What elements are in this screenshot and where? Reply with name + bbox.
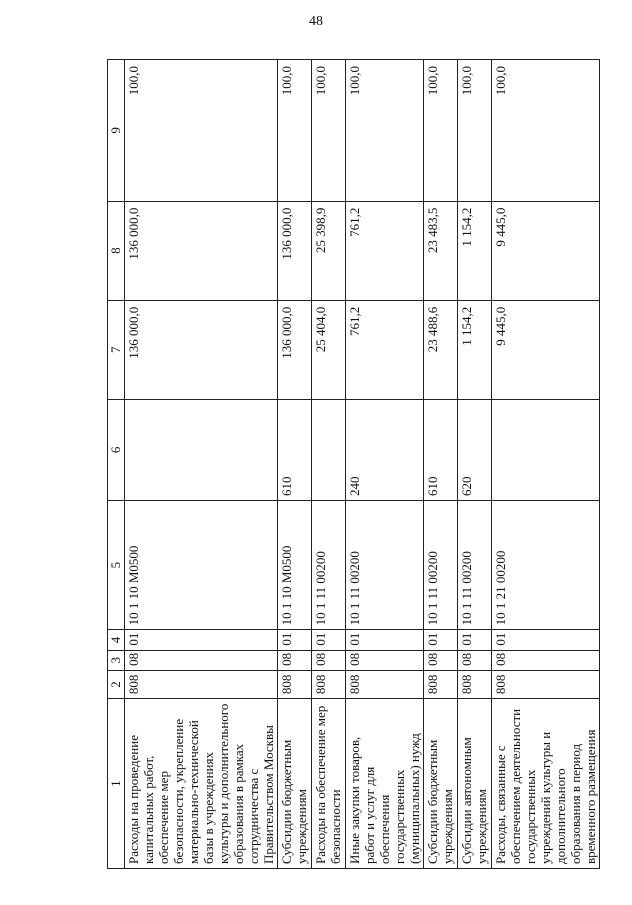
cell-target-article: 10 1 10 M0500 <box>278 500 312 629</box>
cell-section: 08 <box>346 650 424 670</box>
cell-section: 08 <box>278 650 312 670</box>
cell-percent: 100,0 <box>346 60 424 202</box>
table-row <box>492 60 600 869</box>
cell-expense-type <box>125 399 278 500</box>
budget-table <box>107 59 600 869</box>
cell-plan: 136 000,0 <box>125 300 278 399</box>
cell-name: Иные закупки товаров, работ и услуг для обеспечения государственных (муниципальных) нужд <box>346 699 424 869</box>
cell-target-article: 10 1 11 00200 <box>346 500 424 629</box>
cell-section: 08 <box>492 650 600 670</box>
cell-subsection: 01 <box>346 630 424 650</box>
cell-actual: 136 000,0 <box>278 201 312 300</box>
cell-subsection: 01 <box>424 630 458 650</box>
cell-plan: 9 445,0 <box>492 300 600 399</box>
header-cell-1: 1 <box>108 699 125 869</box>
cell-target-article: 10 1 11 00200 <box>458 500 492 629</box>
cell-expense-type: 610 <box>424 399 458 500</box>
cell-name: Субсидии бюджетным учреждениям <box>278 699 312 869</box>
cell-expense-type <box>492 399 600 500</box>
cell-subsection: 01 <box>458 630 492 650</box>
table-row <box>458 60 492 869</box>
header-cell-8: 8 <box>108 201 125 300</box>
cell-subsection: 01 <box>312 630 346 650</box>
cell-percent: 100,0 <box>278 60 312 202</box>
cell-expense-type: 620 <box>458 399 492 500</box>
cell-percent: 100,0 <box>312 60 346 202</box>
page-number: 48 <box>309 14 323 29</box>
header-cell-6: 6 <box>108 399 125 500</box>
cell-subsection: 01 <box>125 630 278 650</box>
cell-admin-code: 808 <box>125 670 278 698</box>
cell-plan: 23 488,6 <box>424 300 458 399</box>
table-row <box>346 60 424 869</box>
cell-target-article: 10 1 11 00200 <box>424 500 458 629</box>
cell-percent: 100,0 <box>125 60 278 202</box>
table-row <box>424 60 458 869</box>
cell-plan: 25 404,0 <box>312 300 346 399</box>
cell-plan: 1 154,2 <box>458 300 492 399</box>
cell-section: 08 <box>312 650 346 670</box>
header-cell-3: 3 <box>108 650 125 670</box>
table-row <box>125 60 278 869</box>
cell-admin-code: 808 <box>492 670 600 698</box>
rotated-table-container <box>107 59 598 869</box>
table-row <box>278 60 312 869</box>
header-cell-2: 2 <box>108 670 125 698</box>
cell-actual: 9 445,0 <box>492 201 600 300</box>
cell-name: Расходы на обеспечение мер безопасности <box>312 699 346 869</box>
cell-percent: 100,0 <box>424 60 458 202</box>
table-rotation <box>107 59 598 869</box>
cell-plan: 136 000,0 <box>278 300 312 399</box>
cell-actual: 23 483,5 <box>424 201 458 300</box>
header-cell-4: 4 <box>108 630 125 650</box>
cell-subsection: 01 <box>492 630 600 650</box>
cell-admin-code: 808 <box>424 670 458 698</box>
cell-actual: 25 398,9 <box>312 201 346 300</box>
header-row <box>108 60 125 869</box>
table-row <box>312 60 346 869</box>
cell-target-article: 10 1 21 00200 <box>492 500 600 629</box>
cell-actual: 136 000,0 <box>125 201 278 300</box>
cell-subsection: 01 <box>278 630 312 650</box>
header-cell-5: 5 <box>108 500 125 629</box>
cell-section: 08 <box>458 650 492 670</box>
cell-name: Субсидии бюджетным учреждениям <box>424 699 458 869</box>
cell-name: Расходы, связанные с обеспечением деятельности государственных учреждений культуры и дополнительного образования в период временного размещения <box>492 699 600 869</box>
cell-plan: 761,2 <box>346 300 424 399</box>
cell-percent: 100,0 <box>492 60 600 202</box>
cell-target-article: 10 1 11 00200 <box>312 500 346 629</box>
cell-actual: 761,2 <box>346 201 424 300</box>
cell-percent: 100,0 <box>458 60 492 202</box>
cell-section: 08 <box>424 650 458 670</box>
cell-admin-code: 808 <box>458 670 492 698</box>
cell-expense-type <box>312 399 346 500</box>
cell-name: Расходы на проведение капитальных работ, обеспечение мер безопасности, укрепление материально-технической базы в учреждениях культуры и дополнительного образования в рамках сотрудничества с Правительством Москвы <box>125 699 278 869</box>
cell-name: Субсидии автономным учреждениям <box>458 699 492 869</box>
header-cell-9: 9 <box>108 60 125 202</box>
cell-section: 08 <box>125 650 278 670</box>
cell-admin-code: 808 <box>346 670 424 698</box>
cell-actual: 1 154,2 <box>458 201 492 300</box>
cell-admin-code: 808 <box>312 670 346 698</box>
cell-expense-type: 240 <box>346 399 424 500</box>
cell-expense-type: 610 <box>278 399 312 500</box>
cell-target-article: 10 1 10 M0500 <box>125 500 278 629</box>
cell-admin-code: 808 <box>278 670 312 698</box>
header-cell-7: 7 <box>108 300 125 399</box>
